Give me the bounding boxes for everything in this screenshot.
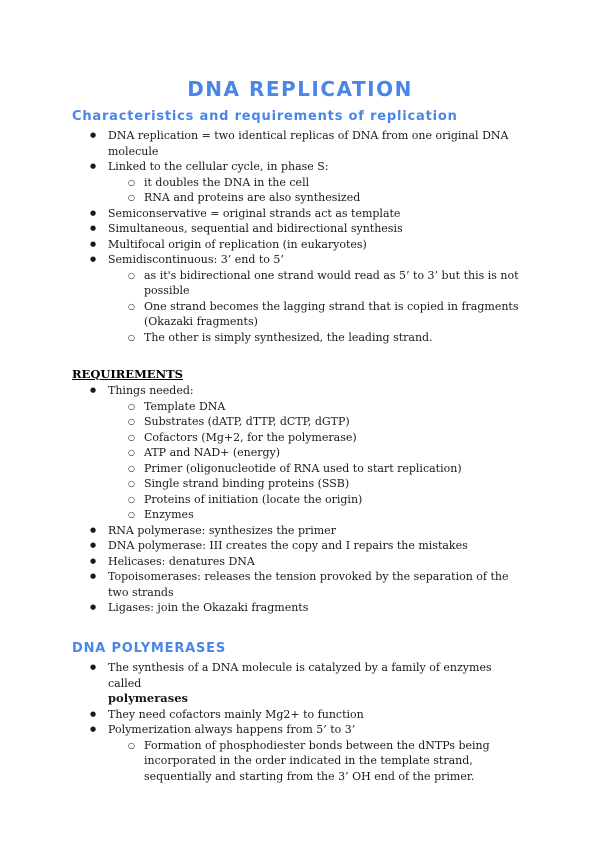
requirements-list (72, 383, 528, 616)
requirements-heading: REQUIREMENTS (72, 367, 183, 381)
page-title: DNA REPLICATION (187, 77, 413, 101)
list-item: ○ as it's bidirectional one strand would read as 5’ to 3’ but this is not possible (72, 268, 528, 299)
list-item: ● Helicases: denatures DNA (72, 554, 528, 570)
list-item: ● Multifocal origin of replication (in eukaryotes) (72, 237, 528, 253)
list-item: ○ Primer (oligonucleotide of RNA used to start replication) (72, 461, 528, 477)
list-item: ○ Formation of phosphodiester bonds between the dNTPs being incorporated in the order indicated in the template strand, sequentially and starting from the 3’ OH end of the primer. (72, 738, 528, 785)
list-item: ○ RNA and proteins are also synthesized (72, 190, 528, 206)
list-item: ○ ATP and NAD+ (energy) (72, 445, 528, 461)
list-item: ○ Cofactors (Mg+2, for the polymerase) (72, 430, 528, 446)
list-item: ● Things needed: (72, 383, 528, 399)
list-item: ○ The other is simply synthesized, the leading strand. (72, 330, 528, 346)
list-item: ● They need cofactors mainly Mg2+ to function (72, 707, 528, 723)
list-item: ○ Single strand binding proteins (SSB) (72, 476, 528, 492)
list-item: ● Semiconservative = original strands act as template (72, 206, 528, 222)
list-item: ○ One strand becomes the lagging strand that is copied in fragments (Okazaki fragments) (72, 299, 528, 330)
list-item: ○ Enzymes (72, 507, 528, 523)
list-item (72, 660, 528, 707)
list-item-text: The synthesis of a DNA molecule is catalyzed by a family of enzymes called (108, 661, 492, 690)
characteristics-heading: Characteristics and requirements of replication (72, 109, 458, 124)
list-item: ● Polymerization always happens from 5’ to 3’ (72, 722, 528, 738)
list-item: ○ it doubles the DNA in the cell (72, 175, 528, 191)
list-item: ○ Proteins of initiation (locate the origin) (72, 492, 528, 508)
list-item: ● Linked to the cellular cycle, in phase S: (72, 159, 528, 175)
polymerases-section (72, 641, 528, 784)
list-item: ○ Template DNA (72, 399, 528, 415)
list-item-bold: polymerases (108, 691, 189, 705)
list-item: ● RNA polymerase: synthesizes the primer (72, 523, 528, 539)
characteristics-section (72, 109, 528, 345)
characteristics-list (72, 128, 528, 345)
list-item: ● DNA polymerase: III creates the copy and I repairs the mistakes (72, 538, 528, 554)
requirements-section (72, 367, 528, 616)
polymerases-list (72, 660, 528, 784)
list-item: ● Simultaneous, sequential and bidirectional synthesis (72, 221, 528, 237)
list-item: ● Topoisomerases: releases the tension provoked by the separation of the two strands (72, 569, 528, 600)
list-item: ● DNA replication = two identical replicas of DNA from one original DNA molecule (72, 128, 528, 159)
polymerases-heading: DNA POLYMERASES (72, 641, 227, 656)
list-item: ○ Substrates (dATP, dTTP, dCTP, dGTP) (72, 414, 528, 430)
list-item: ● Ligases: join the Okazaki fragments (72, 600, 528, 616)
list-item: ● Semidiscontinuous: 3’ end to 5’ (72, 252, 528, 268)
